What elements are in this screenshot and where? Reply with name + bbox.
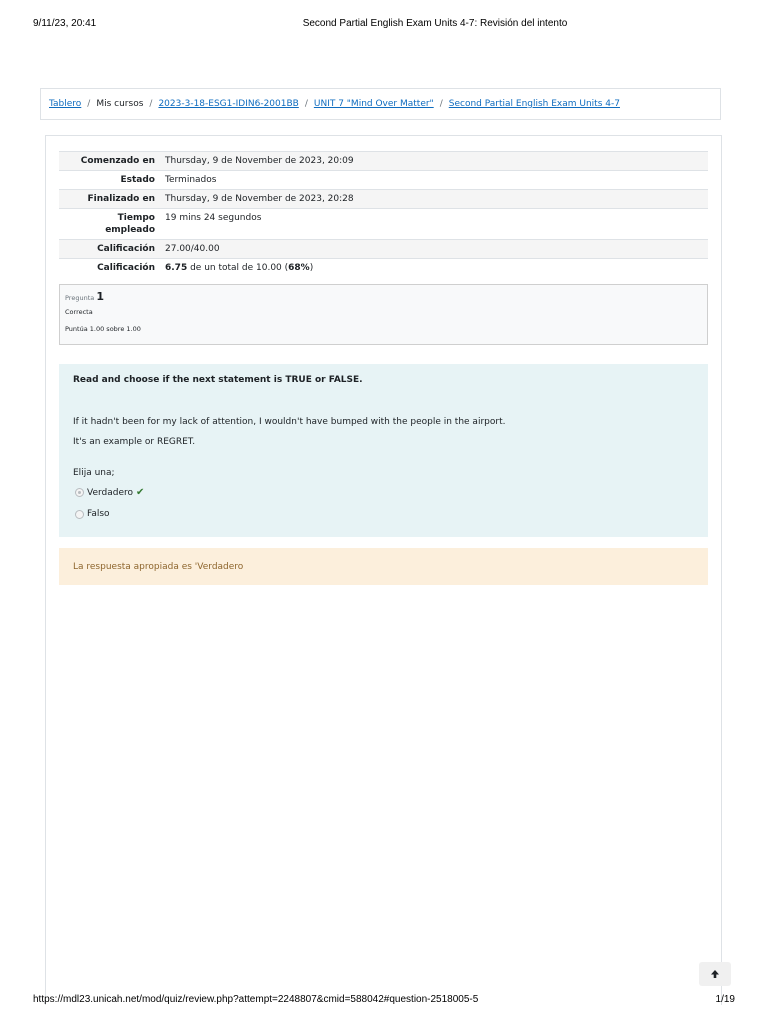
- breadcrumb-separator: /: [87, 99, 91, 109]
- summary-value: Thursday, 9 de November de 2023, 20:09: [165, 156, 354, 166]
- attempt-summary-table: [59, 151, 708, 277]
- question-number: 1: [96, 290, 104, 303]
- print-footer: [0, 994, 768, 1008]
- right-answer-feedback: [59, 548, 708, 585]
- breadcrumb-item-unit[interactable]: UNIT 7 "Mind Over Matter": [313, 99, 434, 109]
- summary-label-line: empleado: [105, 225, 155, 235]
- summary-label-line: Tiempo: [117, 213, 155, 223]
- check-icon: ✔: [136, 487, 145, 498]
- summary-value: 19 mins 24 segundos: [165, 213, 262, 223]
- summary-row-time-taken: [59, 209, 708, 240]
- breadcrumb-item-tablero[interactable]: Tablero: [49, 99, 82, 109]
- question-text-line: If it hadn't been for my lack of attention, I wouldn't have bumped with the people in the airport.: [73, 417, 506, 427]
- print-page-number: 1/19: [715, 994, 735, 1005]
- breadcrumb-item-quiz[interactable]: Second Partial English Exam Units 4-7: [448, 99, 620, 109]
- answer-prompt: Elija una;: [73, 468, 115, 478]
- answer-option-true[interactable]: [75, 487, 144, 498]
- summary-label: Estado: [120, 175, 155, 185]
- summary-label: Calificación: [97, 244, 155, 254]
- question-label: Pregunta: [65, 294, 95, 302]
- question-state: Correcta: [65, 308, 93, 316]
- grade-score: 6.75: [165, 263, 188, 273]
- summary-label: [59, 209, 160, 240]
- question-content: [59, 364, 708, 537]
- summary-row-grade: [59, 259, 708, 278]
- breadcrumb-separator: /: [439, 99, 443, 109]
- summary-row-state: [59, 171, 708, 190]
- summary-value: [160, 259, 708, 278]
- grade-text: de un total de 10.00 (: [187, 263, 289, 273]
- breadcrumb-item-course[interactable]: 2023-3-18-ESG1-IDIN6-2001BB: [158, 99, 299, 109]
- question-text-line: It's an example or REGRET.: [73, 437, 196, 447]
- breadcrumb-item-mis-cursos: Mis cursos: [96, 99, 144, 109]
- radio-button[interactable]: [75, 510, 84, 519]
- summary-row-finished: [59, 190, 708, 209]
- summary-value: Thursday, 9 de November de 2023, 20:28: [165, 194, 354, 204]
- back-to-top-button[interactable]: [699, 962, 731, 986]
- breadcrumb-separator: /: [304, 99, 308, 109]
- radio-button-checked[interactable]: [75, 488, 84, 497]
- summary-label: Finalizado en: [87, 194, 155, 204]
- summary-label: Comenzado en: [80, 156, 155, 166]
- print-page-title: Second Partial English Exam Units 4-7: Revisión del intento: [302, 18, 568, 29]
- question-grade: Puntúa 1.00 sobre 1.00: [65, 325, 141, 333]
- summary-value: 27.00/40.00: [165, 244, 220, 254]
- breadcrumb: [40, 88, 721, 120]
- summary-row-started: [59, 152, 708, 171]
- feedback-text: La respuesta apropiada es 'Verdadero: [73, 561, 244, 572]
- grade-percent: 68%: [288, 263, 310, 273]
- print-datetime: 9/11/23, 20:41: [33, 18, 97, 29]
- print-header: [0, 18, 768, 32]
- summary-value: Terminados: [165, 175, 217, 185]
- answer-option-label: Falso: [87, 509, 110, 519]
- summary-label: Calificación: [97, 263, 155, 273]
- summary-row-marks: [59, 240, 708, 259]
- answer-option-false[interactable]: [75, 509, 110, 519]
- grade-text-end: ): [309, 263, 314, 273]
- arrow-up-icon: [710, 969, 720, 979]
- question-number-line: [65, 290, 702, 305]
- question-title: Read and choose if the next statement is TRUE or FALSE.: [73, 375, 363, 385]
- question-info: [59, 284, 708, 345]
- print-url: https://mdl23.unicah.net/mod/quiz/review.php?attempt=2248807&cmid=588042#question-2518005-5: [33, 994, 479, 1005]
- answer-option-label: Verdadero: [87, 487, 134, 498]
- breadcrumb-separator: /: [149, 99, 153, 109]
